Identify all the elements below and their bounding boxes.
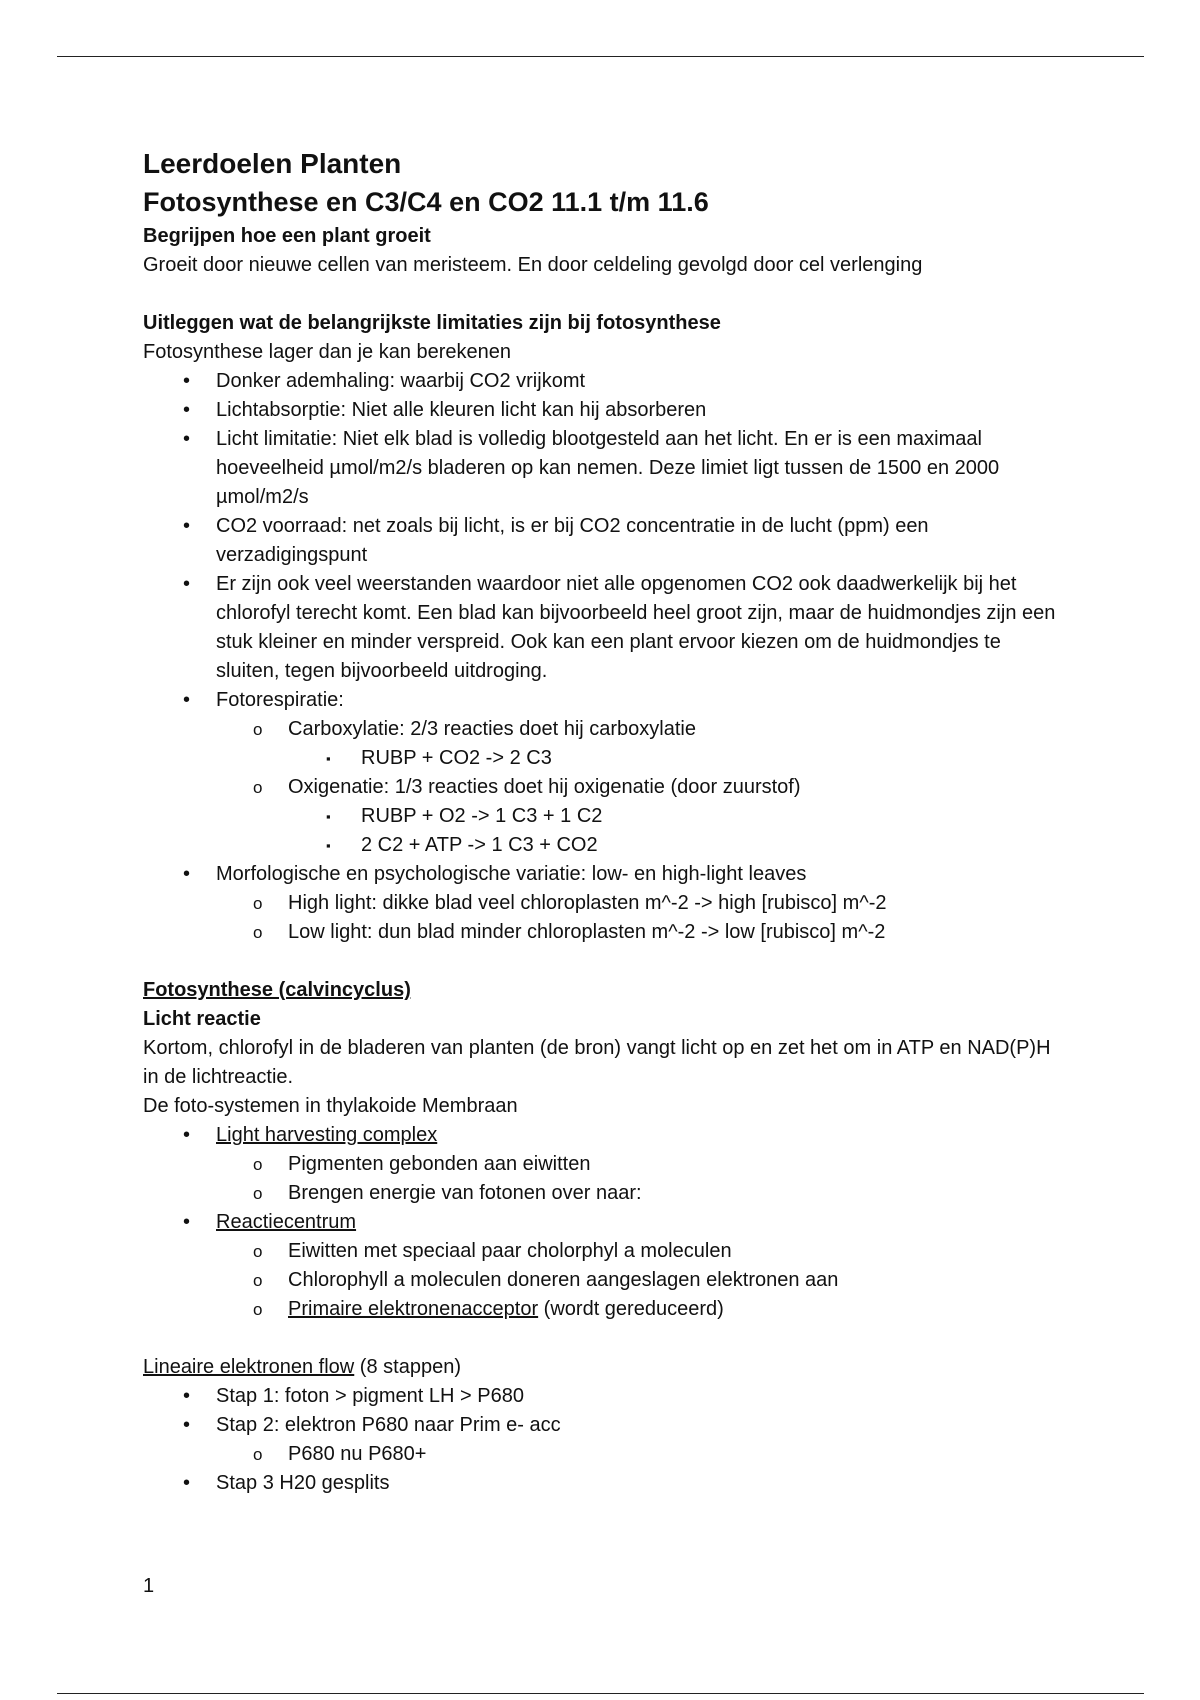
footer-rule <box>57 1693 1144 1694</box>
bullet-icon: • <box>183 1385 191 1407</box>
section-heading-growth: Begrijpen hoe een plant groeit <box>143 225 431 247</box>
bullet-icon: • <box>183 863 191 885</box>
section-heading-photosynthesis: Fotosynthese (calvincyclus) <box>143 979 411 1001</box>
square-bullet-icon: ▪ <box>326 809 331 824</box>
circle-bullet-icon: o <box>253 923 263 942</box>
list-item: o Eiwitten met speciaal paar cholorphyl a moleculen <box>143 1237 1063 1266</box>
section-heading-limitations: Uitleggen wat de belangrijkste limitaties zijn bij fotosynthese <box>143 312 721 334</box>
circle-bullet-icon: o <box>253 1184 263 1203</box>
list-item: o Pigmenten gebonden aan eiwitten <box>143 1150 1063 1179</box>
list-item: o P680 nu P680+ <box>143 1440 1063 1469</box>
list-item: • Lichtabsorptie: Niet alle kleuren licht kan hij absorberen <box>143 396 1063 425</box>
bullet-icon: • <box>183 1211 191 1233</box>
bullet-icon: • <box>183 1414 191 1436</box>
circle-bullet-icon: o <box>253 1300 263 1319</box>
circle-bullet-icon: o <box>253 1445 263 1464</box>
circle-bullet-icon: o <box>253 720 263 739</box>
list-item: o Chlorophyll a moleculen doneren aangeslagen elektronen aan <box>143 1266 1063 1295</box>
circle-bullet-icon: o <box>253 1242 263 1261</box>
list-item: o Oxigenatie: 1/3 reacties doet hij oxigenatie (door zuurstof) <box>143 773 1063 802</box>
list-item: • Reactiecentrum <box>143 1208 1063 1237</box>
page-number: 1 <box>143 1575 155 1597</box>
list-item: • Stap 1: foton > pigment LH > P680 <box>143 1382 1063 1411</box>
bullet-icon: • <box>183 689 191 711</box>
list-item: o Carboxylatie: 2/3 reacties doet hij carboxylatie <box>143 715 1063 744</box>
list-item: • Er zijn ook veel weerstanden waardoor niet alle opgenomen CO2 ook daadwerkelijk bij het chlorofyl terecht komt. Een blad kan bijvoorbeeld heel groot zijn, maar de huidmondjes zijn een stuk kleiner en minder verspreid. Ook kan een plant ervoor kiezen om de huidmondjes te sluiten, tegen bijvoorbeeld uitdroging. <box>143 570 1063 686</box>
circle-bullet-icon: o <box>253 778 263 797</box>
photosystems-list <box>143 1121 1063 1324</box>
document-subtitle: Fotosynthese en C3/C4 en CO2 11.1 t/m 11.6 <box>143 187 709 217</box>
bullet-icon: • <box>183 515 191 537</box>
paragraph-limitations-intro: Fotosynthese lager dan je kan berekenen <box>143 341 512 363</box>
circle-bullet-icon: o <box>253 894 263 913</box>
list-item: ▪ RUBP + CO2 -> 2 C3 <box>143 744 1063 773</box>
paragraph-growth: Groeit door nieuwe cellen van meristeem. En door celdeling gevolgd door cel verlenging <box>143 254 923 276</box>
list-item: • Licht limitatie: Niet elk blad is volledig blootgesteld aan het licht. En er is een maximaal hoeveelheid µmol/m2/s bladeren op kan nemen. Deze limiet ligt tussen de 1500 en 2000 µmol/m2/s <box>143 425 1063 512</box>
list-item: • Fotorespiratie: <box>143 686 1063 715</box>
list-item: o Primaire elektronenacceptor (wordt gereduceerd) <box>143 1295 1063 1324</box>
bullet-icon: • <box>183 1124 191 1146</box>
paragraph-light-reaction: Kortom, chlorofyl in de bladeren van planten (de bron) vangt licht op en zet het om in ATP en NAD(P)H in de lichtreactie. <box>143 1037 1051 1088</box>
bullet-icon: • <box>183 399 191 421</box>
circle-bullet-icon: o <box>253 1271 263 1290</box>
document-page <box>143 144 1063 1498</box>
section-heading-electron-flow: Lineaire elektronen flow (8 stappen) <box>143 1356 461 1378</box>
list-item: ▪ 2 C2 + ATP -> 1 C3 + CO2 <box>143 831 1063 860</box>
list-item: ▪ RUBP + O2 -> 1 C3 + 1 C2 <box>143 802 1063 831</box>
bullet-icon: • <box>183 573 191 595</box>
bullet-icon: • <box>183 370 191 392</box>
list-item: • Donker ademhaling: waarbij CO2 vrijkomt <box>143 367 1063 396</box>
document-title: Leerdoelen Planten <box>143 148 402 179</box>
bullet-icon: • <box>183 428 191 450</box>
paragraph-photosystems: De foto-systemen in thylakoide Membraan <box>143 1095 518 1117</box>
square-bullet-icon: ▪ <box>326 751 331 766</box>
list-item: • Stap 2: elektron P680 naar Prim e- acc <box>143 1411 1063 1440</box>
list-item: o Low light: dun blad minder chloroplasten m^-2 -> low [rubisco] m^-2 <box>143 918 1063 947</box>
electron-flow-list <box>143 1382 1063 1498</box>
list-item: • Stap 3 H20 gesplits <box>143 1469 1063 1498</box>
header-rule <box>57 56 1144 57</box>
bullet-icon: • <box>183 1472 191 1494</box>
list-item: • CO2 voorraad: net zoals bij licht, is er bij CO2 concentratie in de lucht (ppm) een verzadigingspunt <box>143 512 1063 570</box>
list-item: • Light harvesting complex <box>143 1121 1063 1150</box>
square-bullet-icon: ▪ <box>326 838 331 853</box>
limitations-list <box>143 367 1063 947</box>
list-item: o High light: dikke blad veel chloroplasten m^-2 -> high [rubisco] m^-2 <box>143 889 1063 918</box>
list-item: • Morfologische en psychologische variatie: low- en high-light leaves <box>143 860 1063 889</box>
subheading-light-reaction: Licht reactie <box>143 1008 261 1030</box>
circle-bullet-icon: o <box>253 1155 263 1174</box>
list-item: o Brengen energie van fotonen over naar: <box>143 1179 1063 1208</box>
